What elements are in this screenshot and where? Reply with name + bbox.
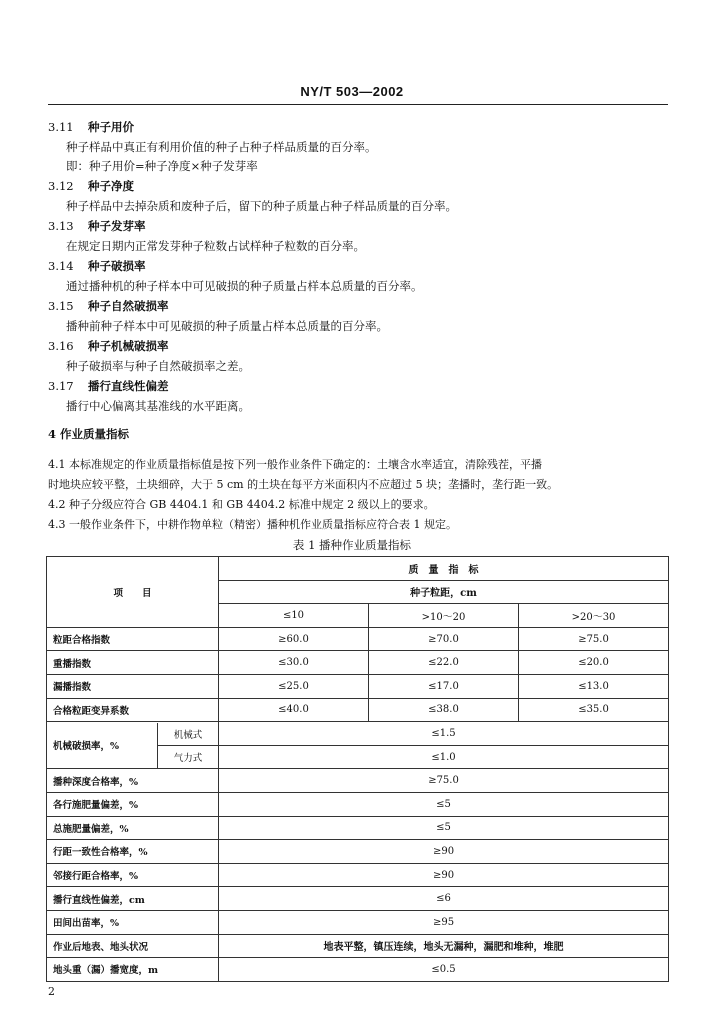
quality-index-table: [46, 556, 669, 982]
cell-value: ≥75.0: [519, 627, 669, 651]
section-number: 3.11: [48, 120, 74, 134]
cell-value: ≤5: [219, 816, 669, 840]
page-number: 2: [48, 985, 55, 998]
table-row: [47, 792, 669, 816]
row-label: 播种深度合格率，%: [47, 769, 219, 793]
cell-value: ≥95: [219, 910, 669, 934]
section-title: 种子发芽率: [88, 219, 146, 233]
table-row: [47, 863, 669, 887]
cell-value: ≤22.0: [369, 651, 519, 675]
cell-value: ≤30.0: [219, 651, 369, 675]
definition-text: 播行中心偏离其基准线的水平距离。: [66, 399, 250, 413]
col-header: >10～20: [369, 604, 519, 628]
table-row: [47, 958, 669, 982]
row-label: 各行施肥量偏差，%: [47, 792, 219, 816]
section-number: 3.12: [48, 179, 74, 193]
section-title: 种子净度: [88, 179, 134, 193]
cell-value: ≥70.0: [369, 627, 519, 651]
row-label: 漏播指数: [47, 674, 219, 698]
cell-value: ≤17.0: [369, 674, 519, 698]
table-row: [47, 816, 669, 840]
table-row: [47, 910, 669, 934]
section-title: 种子用价: [88, 120, 134, 134]
table-row: [47, 769, 669, 793]
sub-label: 机械式: [158, 723, 218, 746]
section-number: 3.14: [48, 259, 74, 273]
cell-value: ≤5: [219, 792, 669, 816]
table-row: [47, 674, 669, 698]
table-row: [47, 627, 669, 651]
table-row: [47, 698, 669, 722]
row-label: 邻接行距合格率，%: [47, 863, 219, 887]
header-spacing: 种子粒距，cm: [219, 580, 669, 604]
section-number: 3.16: [48, 339, 74, 353]
table-caption: 表 1 播种作业质量指标: [292, 538, 412, 552]
damage-label-cell: [47, 722, 219, 769]
row-label: 粒距合格指数: [47, 627, 219, 651]
row-label: 合格粒距变异系数: [47, 698, 219, 722]
sub-label: 气力式: [173, 752, 203, 764]
table-row: [47, 840, 669, 864]
section-title: 种子机械破损率: [88, 339, 169, 353]
paragraph-line: 时地块应较平整，土块细碎，大于 5 cm 的土块在每平方米面积内不应超过 5 块；垄播时，垄行距一致。: [48, 478, 559, 491]
paragraph-line: 4.2 种子分级应符合 GB 4404.1 和 GB 4404.2 标准中规定 2 级以上的要求。: [48, 498, 435, 511]
section-heading: 4 作业质量指标: [48, 427, 130, 441]
row-label: 播行直线性偏差，cm: [47, 887, 219, 911]
cell-value: ≤13.0: [519, 674, 669, 698]
cell-value: ≤6: [219, 887, 669, 911]
table-row: [47, 722, 669, 746]
definition-text: 播种前种子样本中可见破损的种子质量占样本总质量的百分率。: [66, 319, 388, 333]
page-header: NY/T 503—2002: [300, 84, 404, 99]
section-title: 种子自然破损率: [88, 299, 169, 313]
section-title: 播行直线性偏差: [88, 379, 169, 393]
cell-value: ≤1.0: [219, 745, 669, 769]
table-row: [47, 934, 669, 958]
definition-text: 即：种子用价=种子净度×种子发芽率: [66, 159, 258, 173]
paragraph-line: 4.1 本标准规定的作业质量指标值是按下列一般作业条件下确定的：土壤含水率适宜，清除残茬，平播: [48, 458, 542, 471]
section-number: 3.15: [48, 299, 74, 313]
row-label: 地头重（漏）播宽度，m: [47, 958, 219, 982]
section-number: 3.13: [48, 219, 74, 233]
row-label: 总施肥量偏差，%: [47, 816, 219, 840]
section-title: 种子破损率: [88, 259, 146, 273]
cell-value: ≤25.0: [219, 674, 369, 698]
definition-text: 通过播种机的种子样本中可见破损的种子质量占样本总质量的百分率。: [66, 279, 423, 293]
cell-value: ≤20.0: [519, 651, 669, 675]
table-row: [47, 651, 669, 675]
definition-text: 种子样品中去掉杂质和废种子后，留下的种子质量占种子样品质量的百分率。: [66, 199, 457, 213]
cell-value: ≤38.0: [369, 698, 519, 722]
row-label: 作业后地表、地头状况: [47, 934, 219, 958]
cell-value: 地表平整，镇压连续，地头无漏种，漏肥和堆种，堆肥: [219, 934, 669, 958]
cell-value: ≥90: [219, 863, 669, 887]
paragraph-line: 4.3 一般作业条件下，中耕作物单粒（精密）播种机作业质量指标应符合表 1 规定。: [48, 518, 457, 531]
cell-value: ≤0.5: [219, 958, 669, 982]
cell-value: ≤1.5: [219, 722, 669, 746]
cell-value: ≤40.0: [219, 698, 369, 722]
table-row: [47, 887, 669, 911]
cell-value: ≥75.0: [219, 769, 669, 793]
cell-value: ≤35.0: [519, 698, 669, 722]
cell-value: ≥90: [219, 840, 669, 864]
row-label: 行距一致性合格率，%: [47, 840, 219, 864]
header-item: 项 目: [47, 557, 219, 628]
definition-text: 种子样品中真正有利用价值的种子占种子样品质量的百分率。: [66, 140, 377, 154]
cell-value: ≥60.0: [219, 627, 369, 651]
definition-text: 在规定日期内正常发芽种子粒数占试样种子粒数的百分率。: [66, 239, 365, 253]
definition-text: 种子破损率与种子自然破损率之差。: [66, 359, 250, 373]
header-quality: 质 量 指 标: [219, 557, 669, 581]
row-label: 田间出苗率，%: [47, 910, 219, 934]
row-label: 重播指数: [47, 651, 219, 675]
col-header: >20～30: [519, 604, 669, 628]
col-header: ≤10: [219, 604, 369, 628]
row-label: 机械破损率，%: [53, 741, 120, 753]
header-rule: [48, 104, 668, 105]
section-number: 3.17: [48, 379, 74, 393]
